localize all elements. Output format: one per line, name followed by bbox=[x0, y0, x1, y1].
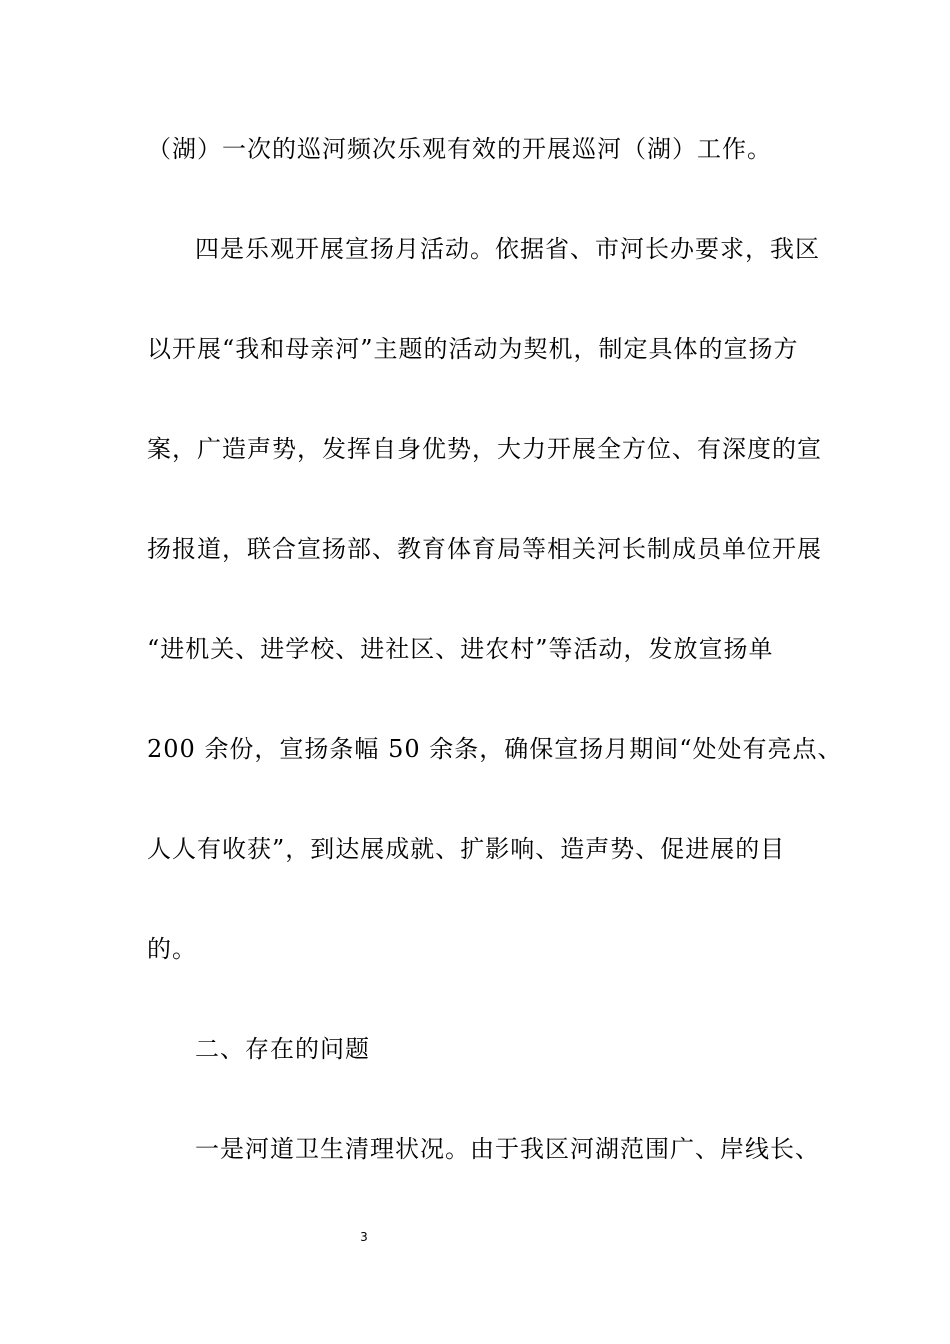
paragraph-line: 人人有收获”，到达展成就、扩影响、造声势、促进展的目 bbox=[147, 835, 786, 863]
paragraph-line: 四是乐观开展宣扬月活动。依据省、市河长办要求，我区 bbox=[195, 235, 820, 263]
paragraph-line: 案，广造声势，发挥自身优势，大力开展全方位、有深度的宣 bbox=[147, 435, 822, 463]
paragraph-line: 的。 bbox=[147, 935, 197, 963]
paragraph-line: 200 余份，宣扬条幅 50 余条，确保宣扬月期间“处处有亮点、 bbox=[147, 735, 843, 763]
paragraph-line: （湖）一次的巡河频次乐观有效的开展巡河（湖）工作。 bbox=[147, 135, 772, 163]
section-heading: 二、存在的问题 bbox=[195, 1035, 370, 1063]
paragraph-line: “进机关、进学校、进社区、进农村”等活动，发放宣扬单 bbox=[147, 635, 774, 663]
paragraph-line: 以开展“我和母亲河”主题的活动为契机，制定具体的宣扬方 bbox=[147, 335, 799, 363]
paragraph-line: 扬报道，联合宣扬部、教育体育局等相关河长制成员单位开展 bbox=[147, 535, 822, 563]
page-number: 3 bbox=[360, 1230, 368, 1244]
paragraph-line: 一是河道卫生清理状况。由于我区河湖范围广、岸线长、 bbox=[195, 1135, 820, 1163]
